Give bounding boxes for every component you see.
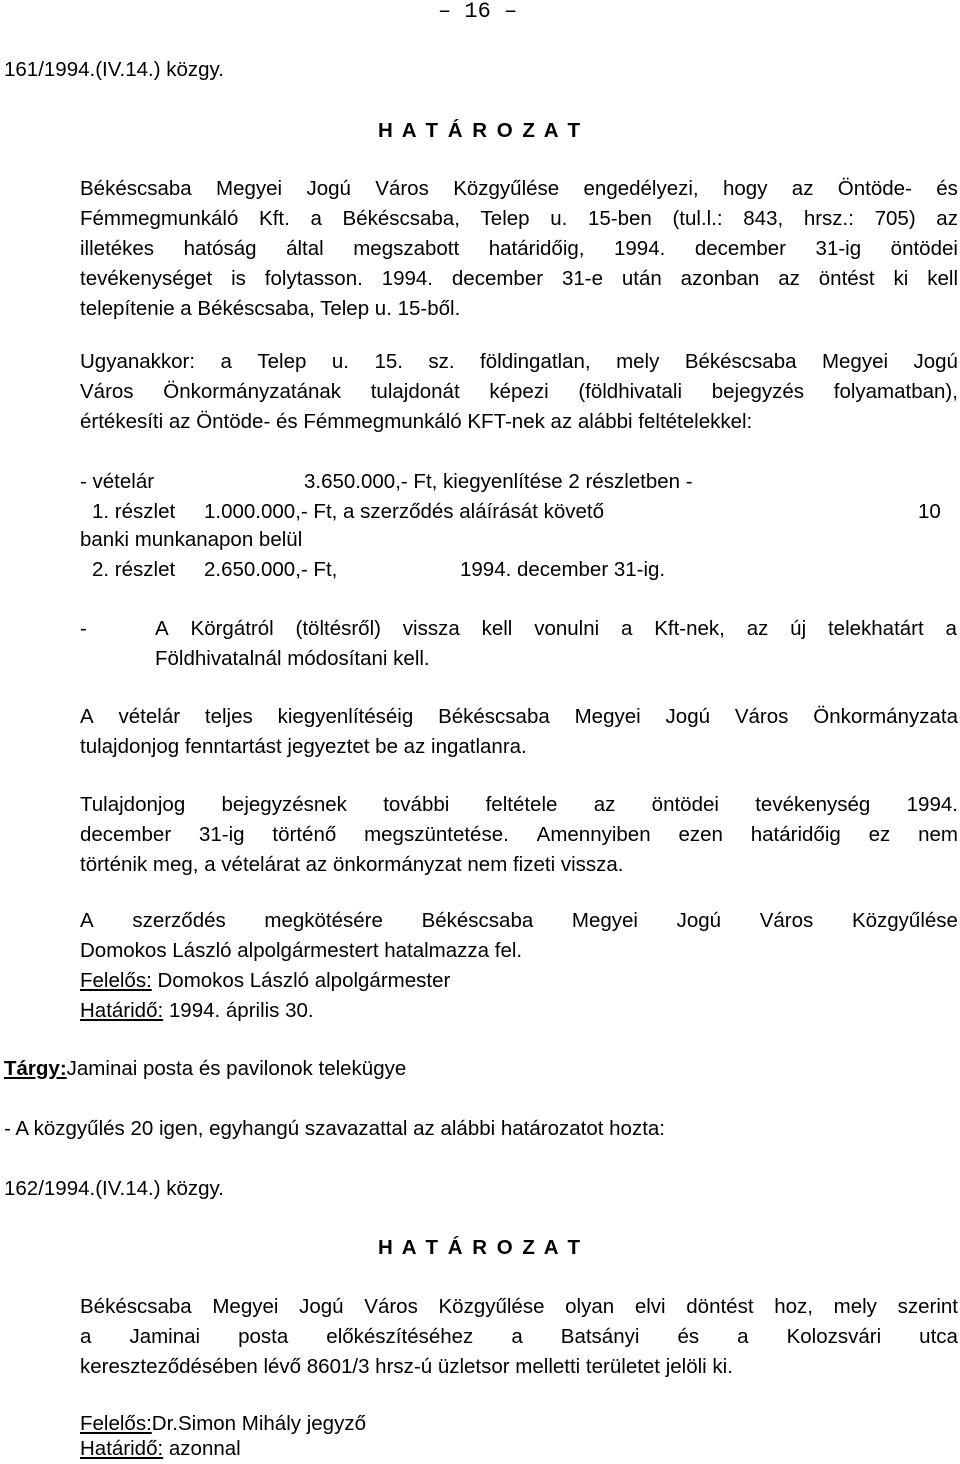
resolution-paragraph: Békéscsaba Megyei Jogú Város Közgyűlése olyan elvi döntést hoz, mely szerint a Jaminai posta előkészítéséhez a Batsányi és a Kolozsvári utca kereszteződésében lévő 8601/3 hrsz-ú üzletsor melletti területet jelöli ki.	[80, 1295, 958, 1378]
text-line: tulajdonjog fenntartást jegyeztet be az ingatlanra.	[80, 735, 527, 758]
deadline-value: azonnal	[168, 1437, 241, 1460]
responsible-value: Dr.Simon Mihály jegyző	[151, 1412, 366, 1435]
responsible-label: Felelős:	[80, 969, 152, 992]
resolution-paragraph: Ugyanakkor: a Telep u. 15. sz. földingatlan, mely Békéscsaba Megyei Jogú Város Önkormányzatának tulajdonát képezi (földhivatali bejegyzés folyamatban), értékesíti az Öntöde- és Fémmegmunkáló KFT-nek az alábbi feltételekkel:	[80, 350, 958, 433]
page-number: – 16 –	[438, 0, 518, 24]
deadline-line	[80, 996, 314, 1026]
text-line: történik meg, a vételárat az önkormányzat nem fizeti vissza.	[80, 853, 624, 876]
text-line: kereszteződésében lévő 8601/3 hrsz-ú üzletsor melletti területet jelöli ki.	[80, 1355, 733, 1378]
installment-value: 2.650.000,- Ft,	[204, 558, 338, 581]
resolution-paragraph: Békéscsaba Megyei Jogú Város Közgyűlése engedélyezi, hogy az Öntöde- és Fémmegmunkáló Kft. a Békéscsaba, Telep u. 15-ben (tul.l.: 843, hrsz.: 705) az illetékes hatóság által megszabott határidőig, 1994. december 31-ig öntödei tevékenységet is folytasson. 1994. december 31-e után azonban az öntést ki kell telepítenie a Békéscsaba, Telep u. 15-ből.	[80, 177, 958, 320]
text-line: telepítenie a Békéscsaba, Telep u. 15-ből.	[80, 297, 461, 320]
price-value: 3.650.000,- Ft, kiegyenlítése 2 részletben -	[304, 470, 693, 493]
responsible-value: Domokos László alpolgármester	[157, 969, 451, 992]
installment-label: 1. részlet	[92, 500, 176, 523]
deadline-line	[80, 1434, 241, 1464]
resolution-title: H A T Á R O Z A T	[378, 119, 583, 142]
installment-date: 1994. december 31-ig.	[460, 558, 666, 581]
vote-line: - A közgyűlés 20 igen, egyhangú szavazattal az alábbi határozatot hozta:	[4, 1117, 665, 1140]
resolution-paragraph: A vételár teljes kiegyenlítéséig Békéscsaba Megyei Jogú Város Önkormányzata tulajdonjog fenntartást jegyeztet be az ingatlanra.	[80, 705, 958, 758]
subject-value: Jaminai posta és pavilonok telekügye	[66, 1057, 407, 1080]
resolution-number: 161/1994.(IV.14.) közgy.	[4, 58, 224, 81]
resolution-number: 162/1994.(IV.14.) közgy.	[4, 1177, 224, 1200]
resolution-paragraph: Tulajdonjog bejegyzésnek további feltétele az öntödei tevékenység 1994. december 31-ig történő megszüntetése. Amennyiben ezen határidőig ez nem történik meg, a vételárat az önkormányzat nem fizeti vissza.	[80, 793, 958, 876]
resolution-paragraph: A szerződés megkötésére Békéscsaba Megyei Jogú Város Közgyűlése Domokos László alpolgármestert hatalmazza fel.	[80, 909, 958, 962]
text-line: Domokos László alpolgármestert hatalmazza fel.	[80, 939, 523, 962]
subject-label: Tárgy:	[4, 1057, 67, 1080]
resolution-title: H A T Á R O Z A T	[378, 1236, 583, 1259]
bullet-text: A Körgátról (töltésről) vissza kell vonulni a Kft-nek, az új telekhatárt a Földhivatalnál módosítani kell.	[155, 617, 957, 670]
installment-label: 2. részlet	[92, 558, 176, 581]
text-line: értékesíti az Öntöde- és Fémmegmunkáló KFT-nek az alábbi feltételekkel:	[80, 410, 753, 433]
subject-line	[4, 1054, 406, 1084]
installment-value: 1.000.000,- Ft, a szerződés aláírását követő	[204, 500, 604, 523]
text-line: Földhivatalnál módosítani kell.	[155, 647, 430, 670]
responsible-line	[80, 966, 450, 996]
installment-days: 10	[918, 500, 941, 523]
responsible-label: Felelős:	[80, 1412, 152, 1435]
installment-continuation: banki munkanapon belül	[80, 528, 303, 551]
deadline-label: Határidő:	[80, 1437, 164, 1460]
deadline-value: 1994. április 30.	[168, 999, 314, 1022]
deadline-label: Határidő:	[80, 999, 164, 1022]
price-label: - vételár	[80, 470, 155, 493]
bullet-dash: -	[80, 617, 87, 640]
